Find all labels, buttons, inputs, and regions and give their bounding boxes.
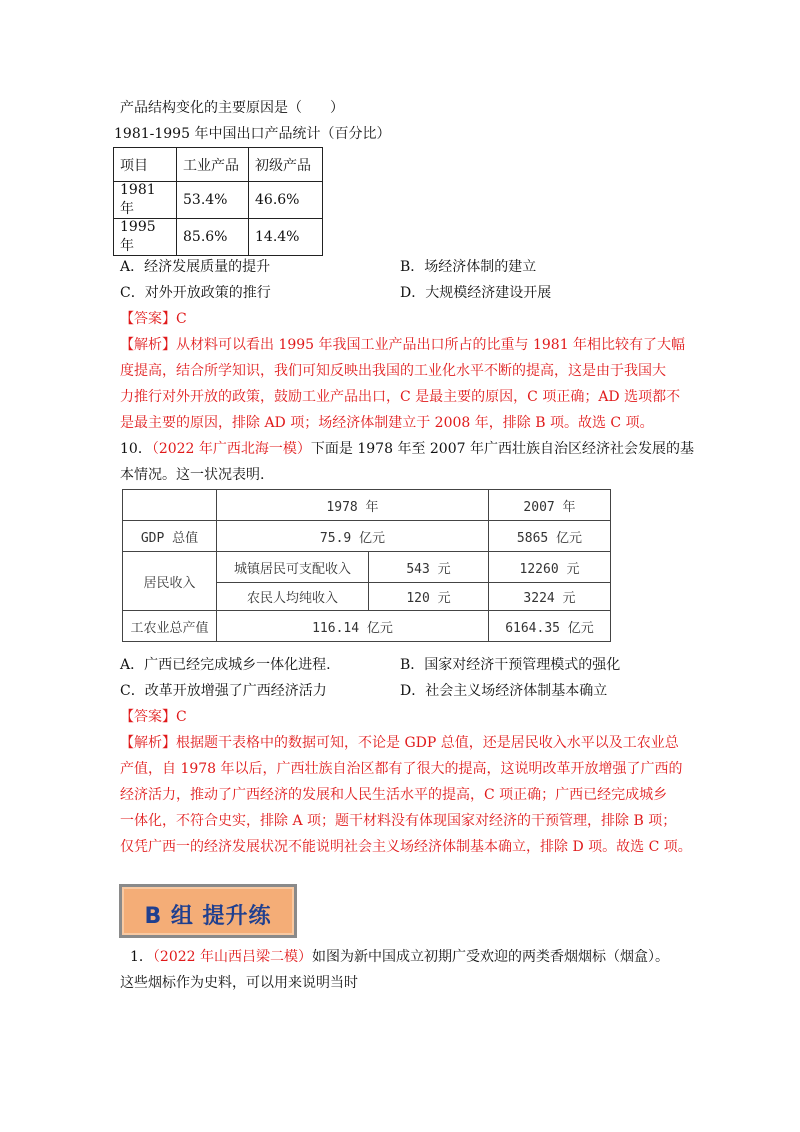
- table-row-label: 工农业总产值: [123, 611, 217, 642]
- analysis-line: 一体化，不符合史实，排除 A 项；题干材料没有体现国家对经济的干预管理，排除 B 项；: [120, 813, 677, 829]
- table-cell: 120 元: [369, 583, 489, 611]
- question-number: 1．: [130, 949, 153, 965]
- table-cell: 12260 元: [489, 552, 611, 583]
- table-title: 1981-1995 年中国出口产品统计（百分比）: [114, 126, 391, 142]
- question-number: 10．: [120, 441, 152, 457]
- table-cell: 53.4%: [177, 182, 249, 219]
- question-source: （2022 年山西吕梁二模）: [152, 949, 313, 965]
- section-b-title: B 组 提升练: [144, 904, 272, 929]
- analysis-line: 力推行对外开放的政策，鼓励工业产品出口，C 是最主要的原因，C 项正确；AD 选项都不: [120, 389, 681, 405]
- table-cell: 116.14 亿元: [217, 611, 489, 642]
- question-b1-line-1: [130, 947, 669, 967]
- question-stem: 如图为新中国成立初期广受欢迎的两类香烟烟标（烟盒）。: [312, 949, 670, 965]
- option-b: B．国家对经济干预管理模式的强化: [400, 657, 621, 673]
- table-corner-cell: [123, 490, 217, 521]
- question-stem: 本情况。这一状况表明.: [120, 467, 265, 483]
- export-stats-table: [113, 147, 323, 256]
- option-d: D．大规模经济建设开展: [400, 285, 552, 301]
- question-source: （2022 年广西北海一模）: [151, 441, 311, 457]
- table-header-cell: 项目: [114, 148, 177, 182]
- table-header-row: [114, 148, 323, 182]
- option-c: C．改革开放增强了广西经济活力: [120, 683, 327, 699]
- table-cell: 85.6%: [177, 219, 249, 256]
- analysis-line: 度提高，结合所学知识，我们可知反映出我国的工业化水平不断的提高，这是由于我国大: [120, 363, 666, 379]
- table-cell: 1995 年: [114, 219, 177, 256]
- answer: 【答案】C: [120, 709, 187, 725]
- option-d: D．社会主义场经济体制基本确立: [400, 683, 608, 699]
- table-cell: 5865 亿元: [489, 521, 611, 552]
- table-cell: 543 元: [369, 552, 489, 583]
- table-row: [114, 219, 323, 256]
- table-cell: 6164.35 亿元: [489, 611, 611, 642]
- table-row-label: GDP 总值: [123, 521, 217, 552]
- table-row-label: 居民收入: [123, 552, 217, 611]
- guangxi-stats-table: [122, 489, 611, 642]
- table-cell: 46.6%: [249, 182, 323, 219]
- analysis-line: 产值，自 1978 年以后，广西壮族自治区都有了很大的提高，这说明改革开放增强了广西的: [120, 761, 683, 777]
- table-header-row: [123, 490, 611, 521]
- section-b-header: [119, 884, 297, 938]
- analysis-line: 【解析】从材料可以看出 1995 年我国工业产品出口所占的比重与 1981 年相比较有了大幅: [120, 337, 686, 353]
- table-row: [123, 552, 611, 583]
- table-row: [114, 182, 323, 219]
- analysis-line: 【解析】根据题干表格中的数据可知，不论是 GDP 总值，还是居民收入水平以及工农业总: [120, 735, 679, 751]
- answer: 【答案】C: [120, 311, 187, 327]
- table-cell: 14.4%: [249, 219, 323, 256]
- question-10-line-1: [120, 439, 694, 459]
- table-header-cell: 2007 年: [489, 490, 611, 521]
- question-stem: 下面是 1978 年至 2007 年广西壮族自治区经济社会发展的基: [310, 441, 694, 457]
- table-row: [123, 611, 611, 642]
- table-header-cell: 1978 年: [217, 490, 489, 521]
- table-header-cell: 初级产品: [249, 148, 323, 182]
- question-stem: 产品结构变化的主要原因是（ ）: [120, 100, 344, 116]
- table-header-cell: 工业产品: [177, 148, 249, 182]
- option-a: A．广西已经完成城乡一体化进程.: [120, 657, 331, 673]
- table-cell: 3224 元: [489, 583, 611, 611]
- analysis-line: 是最主要的原因，排除 AD 项；场经济体制建立于 2008 年，排除 B 项。故选 C 项。: [120, 415, 654, 431]
- table-cell: 1981 年: [114, 182, 177, 219]
- option-b: B．场经济体制的建立: [400, 259, 537, 275]
- table-cell: 75.9 亿元: [217, 521, 489, 552]
- option-a: A．经济发展质量的提升: [120, 259, 271, 275]
- option-c: C．对外开放政策的推行: [120, 285, 271, 301]
- analysis-line: 仅凭广西一的经济发展状况不能说明社会主义场经济体制基本确立，排除 D 项。故选 C 项。: [120, 839, 692, 855]
- analysis-line: 经济活力，推动了广西经济的发展和人民生活水平的提高，C 项正确；广西已经完成城乡: [120, 787, 668, 803]
- table-row: [123, 521, 611, 552]
- question-stem: 这些烟标作为史料，可以用来说明当时: [120, 975, 358, 991]
- table-sub-label: 农民人均纯收入: [217, 583, 369, 611]
- table-sub-label: 城镇居民可支配收入: [217, 552, 369, 583]
